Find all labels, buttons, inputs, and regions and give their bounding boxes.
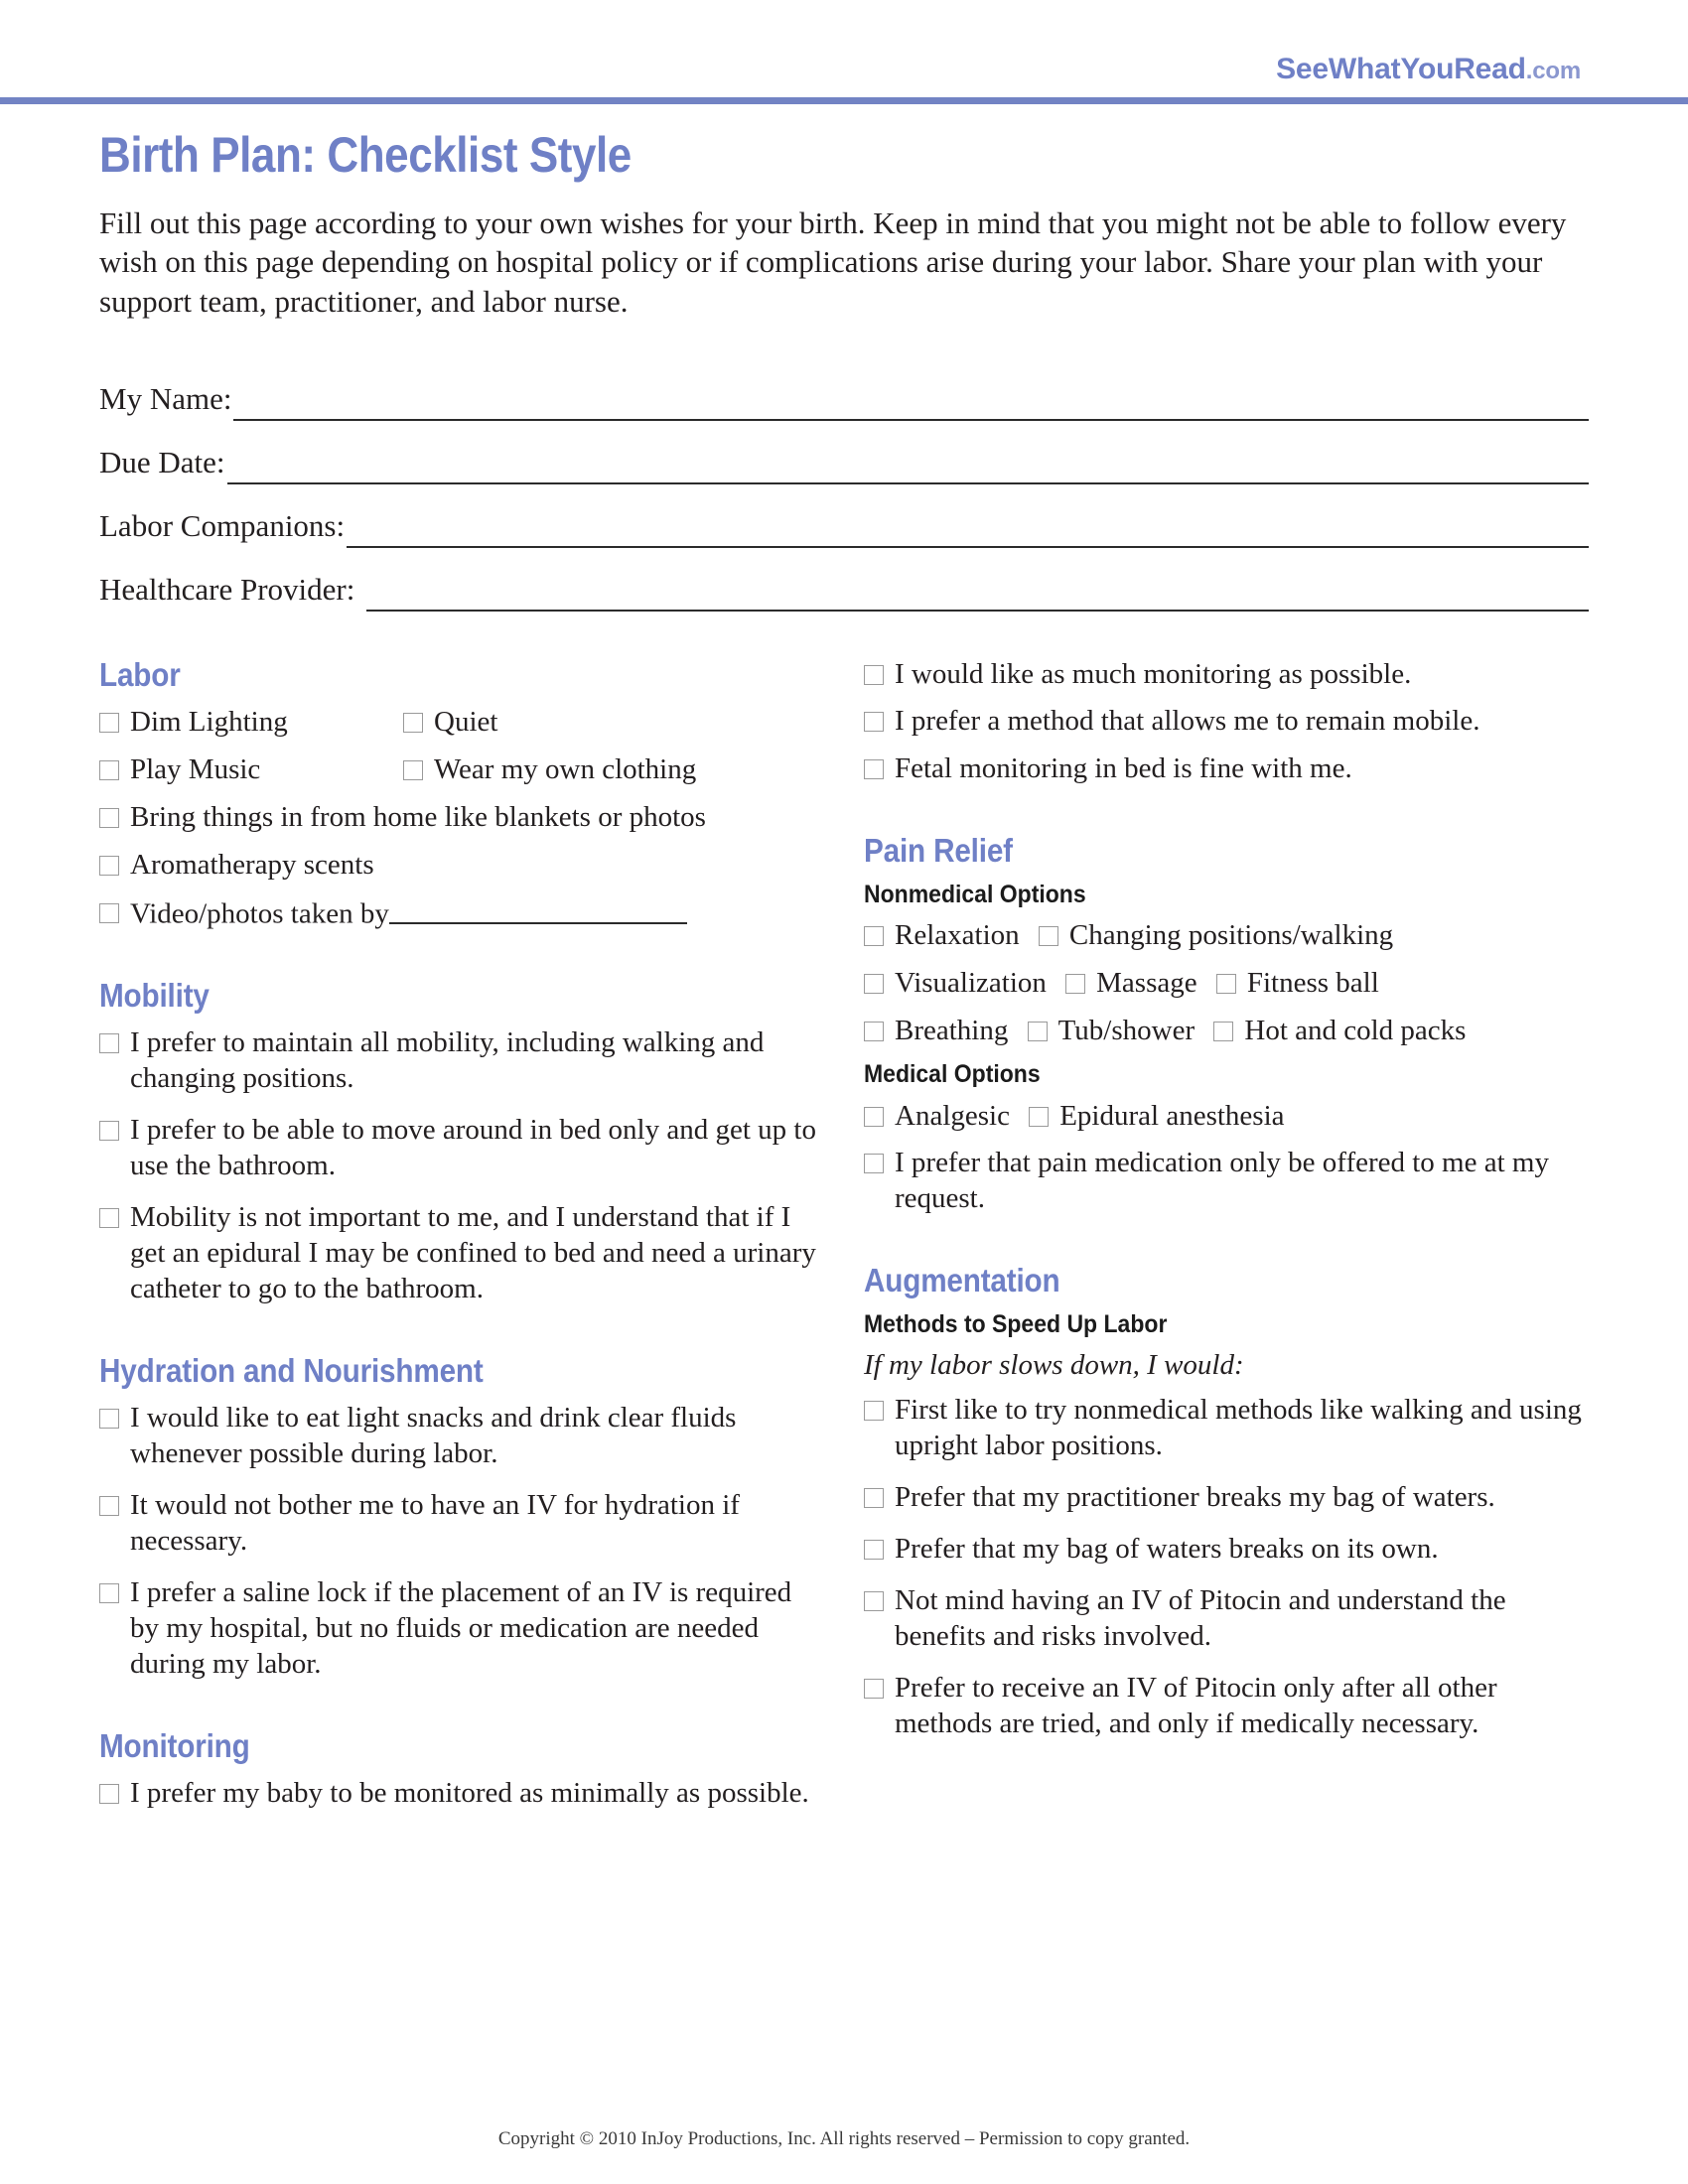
checkbox-icon[interactable] [864,1022,884,1041]
field-input-due-date[interactable] [227,449,1589,484]
checkbox-item-try-nonmedical-methods-first[interactable] [864,1393,1589,1464]
checkbox-item-eat-light-snacks[interactable] [99,1401,824,1472]
checkbox-icon[interactable] [864,1154,884,1173]
checkbox-icon[interactable] [864,1488,884,1508]
checkbox-icon[interactable] [99,1121,119,1141]
checkbox-label: Analgesic [895,1099,1010,1132]
checkbox-icon[interactable] [99,1496,119,1516]
right-column [844,657,1589,1829]
checkbox-pair-row [99,752,824,788]
checkbox-label: Prefer that my practitioner breaks my bag of waters. [895,1480,1495,1513]
footer-copyright: Copyright © 2010 InJoy Productions, Inc. All rights reserved – Permission to copy granted. [497,2128,1191,2149]
checkbox-icon[interactable] [864,665,884,685]
field-row-labor-companions [99,484,1589,548]
checkbox-icon[interactable] [99,808,119,828]
checkbox-item-move-around-in-bed[interactable] [99,1113,824,1184]
checkbox-item-dim-lighting[interactable] [99,705,403,741]
checkbox-icon[interactable] [99,856,119,876]
checkbox-item-pitocin-only-after-other-methods[interactable] [864,1671,1589,1742]
checkbox-icon[interactable] [99,903,119,923]
left-column [99,657,844,1829]
section-heading-hydration-and-nourishment: Hydration and Nourishment [99,1352,484,1390]
checkbox-item-relaxation[interactable] [864,918,1020,954]
checkbox-label: Aromatherapy scents [130,848,374,881]
checkbox-icon[interactable] [864,1591,884,1611]
checkbox-item-pain-medication-on-request[interactable] [864,1146,1589,1217]
checkbox-item-massage[interactable] [1065,966,1196,1002]
checkbox-inline-row [864,966,1589,1002]
checkbox-icon[interactable] [864,974,884,994]
checkbox-icon[interactable] [864,1107,884,1127]
checkbox-item-aromatherapy-scents[interactable] [99,848,824,884]
site-logo[interactable] [1276,55,1581,84]
checkbox-label: I would like to eat light snacks and drink clear fluids whenever possible during labor. [130,1402,737,1470]
checkbox-icon[interactable] [1029,1107,1049,1127]
checkbox-icon[interactable] [99,1409,119,1429]
checkbox-label: I prefer my baby to be monitored as minimally as possible. [130,1777,809,1810]
checkbox-item-hot-and-cold-packs[interactable] [1213,1014,1466,1049]
checkbox-inline-row [864,918,1589,954]
checklist-columns [99,657,1589,1829]
subsection-heading-methods-to-speed-up-labor: Methods to Speed Up Labor [864,1309,1168,1338]
checkbox-icon[interactable] [99,1208,119,1228]
checkbox-icon[interactable] [1028,1022,1048,1041]
checkbox-label: Changing positions/walking [1068,919,1394,952]
field-input-healthcare-provider[interactable] [366,576,1589,612]
checkbox-icon[interactable] [864,926,884,946]
checkbox-item-video-photos-taken-by[interactable] [99,895,824,933]
checkbox-inline-row [864,1099,1589,1135]
checkbox-inline-row [864,1014,1589,1049]
checkbox-label: Dim Lighting [130,705,288,738]
subsection-heading-medical-options: Medical Options [864,1060,1041,1089]
checkbox-icon[interactable] [403,713,423,733]
checkbox-icon[interactable] [864,1679,884,1699]
checkbox-label: I prefer that pain medication only be offered to me at my request. [895,1147,1549,1215]
page-title: Birth Plan: Checklist Style [99,127,632,183]
checkbox-label: Hot and cold packs [1244,1015,1467,1047]
checkbox-item-iv-for-hydration[interactable] [99,1488,824,1560]
checkbox-icon[interactable] [99,1583,119,1603]
checkbox-item-method-remain-mobile[interactable] [864,704,1589,740]
checkbox-item-saline-lock[interactable] [99,1575,824,1683]
checkbox-label: First like to try nonmedical methods like walking and using upright labor positions. [895,1393,1582,1461]
intro-paragraph: Fill out this page according to your own wishes for your birth. Keep in mind that you might not be able to follow every wish on this page depending on hospital policy or if complications arise during your labor. Share your plan with your support team, practitioner, and labor nurse. [99,205,1567,319]
checkbox-item-quiet[interactable] [403,705,497,741]
field-input-my-name[interactable] [233,385,1589,421]
checkbox-label: Visualization [895,967,1047,1000]
header-divider-rule [0,97,1688,104]
site-logo-name: SeeWhatYouRead [1276,53,1526,85]
field-label-my-name: My Name: [99,381,232,417]
field-row-healthcare-provider [99,548,1589,612]
checkbox-icon[interactable] [1213,1022,1233,1041]
checkbox-icon[interactable] [1039,926,1058,946]
checkbox-label: I would like as much monitoring as possible. [895,657,1412,690]
checkbox-label: Massage [1096,967,1197,1000]
checkbox-item-epidural-anesthesia[interactable] [1029,1099,1284,1135]
section-heading-augmentation: Augmentation [864,1262,1060,1299]
checkbox-label: Play Music [130,752,261,785]
checkbox-label: Quiet [434,705,498,738]
checkbox-label: Fetal monitoring in bed is fine with me. [895,752,1352,785]
checkbox-item-wear-own-clothing[interactable] [403,752,696,788]
checkbox-item-practitioner-breaks-bag-of-waters[interactable] [864,1480,1589,1516]
field-row-due-date [99,421,1589,484]
checkbox-label: Relaxation [895,919,1020,952]
checkbox-label: Video/photos taken by [130,897,389,930]
checkbox-label: I prefer a method that allows me to remain mobile. [895,705,1480,738]
writein-input-video-photos[interactable] [389,895,687,925]
site-logo-tld: .com [1525,58,1581,84]
checkbox-label: Tub/shower [1057,1015,1196,1047]
checkbox-item-tub-shower[interactable] [1028,1014,1196,1049]
checkbox-item-as-much-monitoring[interactable] [864,657,1589,693]
checkbox-icon[interactable] [99,713,119,733]
checkbox-icon[interactable] [864,1540,884,1560]
checkbox-item-mobility-not-important[interactable] [99,1200,824,1307]
checkbox-icon[interactable] [864,759,884,779]
checkbox-label-with-writein [130,895,824,933]
section-heading-pain-relief: Pain Relief [864,832,1013,870]
checkbox-icon[interactable] [99,1033,119,1053]
field-row-my-name [99,357,1589,421]
checkbox-item-bring-things-from-home[interactable] [99,800,824,836]
checkbox-icon[interactable] [864,1401,884,1421]
checkbox-item-bag-of-waters-breaks-on-own[interactable] [864,1532,1589,1568]
checkbox-item-baby-monitored-minimally[interactable] [99,1776,824,1812]
section-heading-mobility: Mobility [99,977,210,1015]
checkbox-label: Prefer that my bag of waters breaks on its own. [895,1532,1439,1565]
checkbox-item-breathing[interactable] [864,1014,1008,1049]
checkbox-icon[interactable] [1065,974,1085,994]
checkbox-label: Epidural anesthesia [1059,1099,1285,1132]
checkbox-label: Breathing [895,1015,1009,1047]
checkbox-label: Mobility is not important to me, and I understand that if I get an epidural I may be confined to bed and need a urinary catheter to go to the bathroom. [130,1201,816,1305]
page-content [0,107,1688,2184]
checkbox-icon[interactable] [99,760,119,780]
checkbox-label: I prefer a saline lock if the placement of an IV is required by my hospital, but no fluids or medication are needed during my labor. [130,1576,792,1681]
checkbox-label: I prefer to maintain all mobility, including walking and changing positions. [130,1026,765,1095]
augmentation-lead-in: If my labor slows down, I would: [864,1349,1244,1382]
checkbox-item-changing-positions-walking[interactable] [1039,918,1393,954]
checkbox-label: Fitness ball [1246,967,1379,1000]
checkbox-item-fetal-monitoring-in-bed[interactable] [864,751,1589,787]
checkbox-label: It would not bother me to have an IV for hydration if necessary. [130,1489,740,1558]
checkbox-item-visualization[interactable] [864,966,1047,1002]
checkbox-label: I prefer to be able to move around in bed only and get up to use the bathroom. [130,1114,816,1182]
checkbox-label: Wear my own clothing [434,752,697,785]
checkbox-item-fitness-ball[interactable] [1216,966,1379,1002]
checkbox-icon[interactable] [864,712,884,732]
checkbox-item-analgesic[interactable] [864,1099,1010,1135]
fill-in-fields [99,357,1589,612]
section-heading-monitoring: Monitoring [99,1727,250,1765]
checkbox-item-not-mind-iv-pitocin[interactable] [864,1583,1589,1655]
field-label-healthcare-provider: Healthcare Provider: [99,572,355,608]
field-input-labor-companions[interactable] [347,512,1589,548]
checkbox-label: Bring things in from home like blankets or photos [130,800,706,833]
checkbox-item-maintain-all-mobility[interactable] [99,1025,824,1097]
brand-bar [0,0,1688,107]
section-heading-labor: Labor [99,655,181,693]
checkbox-label: Not mind having an IV of Pitocin and understand the benefits and risks involved. [895,1583,1506,1652]
checkbox-item-play-music[interactable] [99,752,403,788]
checkbox-icon[interactable] [403,760,423,780]
checkbox-pair-row [99,705,824,741]
field-label-due-date: Due Date: [99,445,225,480]
checkbox-icon[interactable] [99,1784,119,1804]
checkbox-icon[interactable] [1216,974,1236,994]
subsection-heading-nonmedical-options: Nonmedical Options [864,880,1086,908]
field-label-labor-companions: Labor Companions: [99,508,346,544]
checkbox-label: Prefer to receive an IV of Pitocin only after all other methods are tried, and only if medically necessary. [895,1671,1497,1739]
